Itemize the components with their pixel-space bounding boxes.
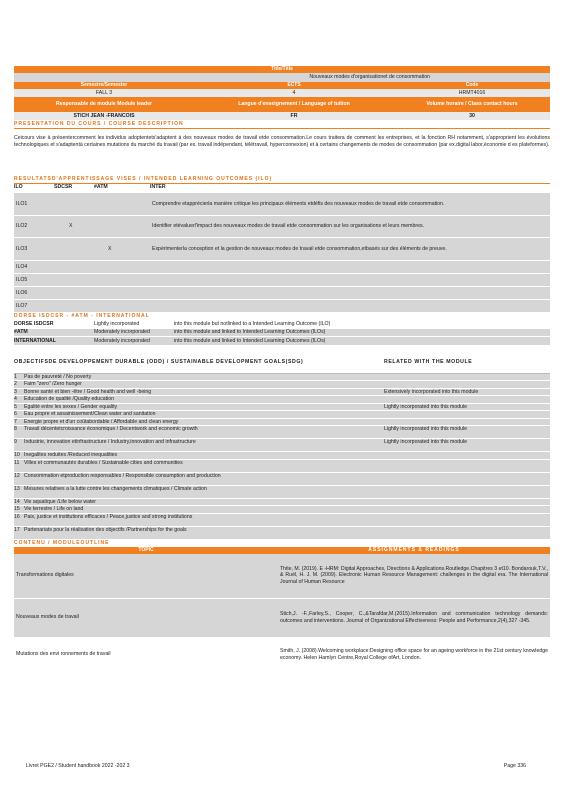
dorse-level: Moderately incorporated <box>94 337 150 344</box>
presentation-heading: PRESENTATION DU COURS / COURSE DESCRIPTION <box>14 120 550 129</box>
sdg-number: 10 <box>14 452 20 458</box>
sdg-relation <box>384 396 550 403</box>
sdg-number: 14 <box>14 498 20 505</box>
table-row <box>14 460 550 473</box>
contents-header-row <box>14 547 550 554</box>
semester-value-row <box>14 89 550 97</box>
ilo-id: ILO5 <box>16 276 28 283</box>
volume-col-label: Volume horaire / Class contact hours <box>426 101 518 108</box>
sdg-relation <box>384 499 550 506</box>
volume-value: 30 <box>469 112 475 119</box>
dorse-text: into this module and linked to Intended Learning Outcomes (ILOs) <box>174 329 326 335</box>
topic-cell: Transformations digitales <box>16 572 74 579</box>
table-row <box>14 329 550 338</box>
sdg-relation <box>384 506 550 513</box>
responsible-col-label: Responsable de module Module leader <box>56 101 152 108</box>
sdg-goal: Travail décentetcroissance économique / Decentwork and economic growth <box>24 426 198 432</box>
sdg-number: 12 <box>14 472 20 479</box>
table-row <box>14 238 550 261</box>
dorse-text: into this module and linked to Intended Learning Outcomes (ILOs) <box>174 337 326 344</box>
contents-heading: CONTENU / MODULEOUTLINE <box>14 539 110 546</box>
sdg-relation <box>384 486 550 498</box>
sdg-heading-left: OBJECTIFSDE DEVELOPPEMENT DURABLE (ODD) / SUSTAINABLE DEVELOPMENT GOALS(SDG) <box>14 358 304 365</box>
table-row <box>14 374 550 382</box>
table-row <box>14 473 550 486</box>
sdg-relation <box>384 374 550 381</box>
responsible-value-row <box>14 112 550 120</box>
table-row <box>14 274 550 287</box>
contents-table <box>14 554 550 672</box>
ilo-id: ILO2 <box>16 223 28 230</box>
table-row <box>14 411 550 419</box>
sdg-heading-right: RELATED WITH THE MODULE <box>384 358 473 365</box>
table-row <box>14 599 550 638</box>
presentation-text: Ceicours vise à présentercomment les individus adoptentets'adaptent à des nouveaux modes de travail etde consommation.Le cours traitera de comment les entreprises, et la fonction RH notamment, s'approprient les évolutions technologiques et s'adaptentà certaines mutations du marché du travail (par ex. travail indépendant, télétravail, hyperconnexion) et à certains changements de modes de consommation (par ex.digital labor,économie d es plateformes). <box>14 135 550 148</box>
ects-value: 4 <box>292 89 296 96</box>
sdg-number: 15 <box>14 506 20 512</box>
sdg-goal: Industrie, innovation etinfrastructure / Industry,innovation and infrastructure <box>24 439 196 445</box>
ilo-text: Comprendre etapprécierla manière critique les principaux éléments etdéfis des nouveaux modes de travail etde consommation. <box>152 200 445 207</box>
ilo-text: Identifier etévaluerl'impact des nouveaux modes de travail etde consommation sur les organisations et leurs membres. <box>152 223 425 230</box>
dorse-level: Lightly incorporated <box>94 320 140 327</box>
sdg-goal: Eau propre et assainissement/Clean water and sanitation <box>24 411 156 417</box>
sdg-table <box>14 374 550 540</box>
table-row <box>14 638 550 672</box>
topic-cell: Mutations des envi ronnements de travail <box>16 651 111 658</box>
ilo-id: ILO7 <box>16 302 28 309</box>
ilo-sdcsr: X <box>69 223 73 230</box>
ilo-id: ILO1 <box>16 200 28 207</box>
ilo-col-hatm: #ATM <box>94 184 108 190</box>
semester-col-label: Semestre/Semester <box>80 82 128 88</box>
table-row <box>14 381 550 389</box>
sdg-relation: Lightly incorporated into this module <box>384 439 468 445</box>
sdg-goal: Vie terrestre / Life on land <box>24 506 84 512</box>
table-row <box>14 514 550 527</box>
ects-col-label: ECTS <box>287 82 301 88</box>
sdg-number: 9 <box>14 439 17 445</box>
code-value: HRMT4016 <box>458 89 486 96</box>
footer-left: Livret PGE2 / Student handbook 2022 -202 3 <box>26 763 130 769</box>
table-row <box>14 419 550 427</box>
topic-cell: Nouveaux modes de travail <box>16 614 79 621</box>
page-number: Page 336 <box>503 763 526 769</box>
table-row <box>14 404 550 412</box>
sdg-number: 7 <box>14 418 17 425</box>
sdg-goal: Inegalites reduites /Reduced inequalities <box>24 452 118 458</box>
semester-header-row <box>14 82 550 89</box>
table-row <box>14 287 550 300</box>
sdg-number: 13 <box>14 485 20 492</box>
sdg-relation: Extensively incorporated into this module <box>384 388 479 395</box>
sdg-number: 2 <box>14 381 17 387</box>
table-row <box>14 452 550 460</box>
ilo-col-inter: INTER <box>150 184 166 190</box>
sdg-relation <box>384 411 550 418</box>
reading-cell: Stich,J. -F.,Farley,S., Cooper, C.,&Tarafdar,M.(2015).Information and communication technology demands: outcomes and interventions. Journal of Organizational Effectiveness: People and Performance,2(4),327 -345. <box>280 611 548 624</box>
contents-col-topic: TOPIC <box>138 546 154 553</box>
sdg-goal: Consommation etproduction responsables / Responsible consumption and production <box>24 472 221 479</box>
dorse-label: INTERNATIONAL <box>14 337 56 344</box>
title-value: Nouveaux modes d'organisationet de consommation <box>14 73 550 82</box>
sdg-goal: Villes et communautés durables / Sustainable cities and communities <box>24 459 183 466</box>
sdg-number: 17 <box>14 526 20 533</box>
dorse-label: #ATM <box>14 329 28 335</box>
table-row <box>14 506 550 514</box>
sdg-goal: Mesures relatives a la lutte contre les changements climatiques / Climate action <box>24 485 207 492</box>
sdg-header <box>14 352 550 374</box>
table-row <box>14 337 550 345</box>
dorse-text: into this module but notlinked to a Intended Learning Outcome (ILO) <box>174 320 331 327</box>
sdg-relation <box>384 473 550 485</box>
sdg-goal: Egalité entre les sexes / Gender equality <box>24 403 118 410</box>
table-row <box>14 439 550 452</box>
ilo-col-ilo: ILO <box>14 184 23 190</box>
ilo-heading: RESULTATSD'APPRENTISSAGE VISES / INTENDED LEARNING OUTCOMES (ILO) <box>14 175 550 184</box>
sdg-goal: Education de qualité /Quality education <box>24 396 114 402</box>
sdg-goal: Paix, justice et institutions efficaces / Peace,justice and strong institutions <box>24 513 193 520</box>
dorse-label: DORSE ISDCSR <box>14 320 54 327</box>
sdg-relation: Lightly incorporated into this module <box>384 403 468 410</box>
sdg-relation: Lightly incorporated into this module <box>384 426 468 432</box>
sdg-number: 8 <box>14 426 17 432</box>
sdg-relation <box>384 527 550 539</box>
dorse-heading: DORSE ISDCSR - #ATM - INTERNATIONAL <box>14 313 150 319</box>
contents-col-assign: ASSIGNMENTS & READINGS <box>368 546 460 553</box>
table-row <box>14 426 550 439</box>
sdg-goal: Bonne santé et bien -être / Good health and well -being <box>24 388 152 395</box>
sdg-number: 3 <box>14 388 17 395</box>
table-row <box>14 396 550 404</box>
ilo-id: ILO6 <box>16 289 28 296</box>
table-row <box>14 554 550 599</box>
responsible-value: STICH JEAN -FRANCOIS <box>73 112 135 119</box>
ilo-col-sdcsr: SDCSR <box>54 184 73 190</box>
table-row <box>14 261 550 274</box>
table-row <box>14 499 550 507</box>
responsible-header-row <box>14 97 550 112</box>
language-col-label: Langue d'enseignement / Language of tuition <box>238 101 350 108</box>
table-row <box>14 486 550 499</box>
reading-cell: Thite, M. (2019). E -HRM: Digital Approaches, Directions & Applications.Routledge.Chapitres 3 et10. Bondarouk,T.V., & Ruël, H. J. M. (2009). Electronic Human Resource Management: challenges in the digital era. The International Journal of Human Resource <box>280 565 548 585</box>
sdg-goal: Faim "zero" /Zero hunger <box>24 381 82 387</box>
table-row <box>14 389 550 397</box>
table-row <box>14 216 550 238</box>
ilo-text: Expérimenterla conception et la gestion de nouveaux modes de travail etde consommation,etbasés sur des éléments de preuve. <box>152 245 447 252</box>
course-sheet <box>14 66 550 672</box>
sdg-number: 4 <box>14 396 17 402</box>
sdg-relation <box>384 419 550 426</box>
table-row <box>14 320 550 329</box>
sdg-number: 16 <box>14 513 20 520</box>
sdg-number: 11 <box>14 459 20 466</box>
sdg-goal: Energie propre et d'un coûtabordable / Affordable and clean energy <box>24 418 179 425</box>
sdg-goal: Partenariats pour la réalisation des objectifs /Partnerships for the goals <box>24 526 187 533</box>
code-col-label: Code <box>465 82 479 88</box>
reading-cell: Smith, J. (2008).Welcoming workplace:Designing office space for an ageing workforce in the 21st century knowledge economy. Helen Hamlyn Centre,Royal College ofArt, London. <box>280 648 548 661</box>
sdg-number: 1 <box>14 373 17 380</box>
ilo-id: ILO3 <box>16 245 28 252</box>
ilo-table <box>14 193 550 313</box>
sdg-relation <box>384 514 550 526</box>
table-row <box>14 527 550 540</box>
sdg-relation <box>384 381 550 388</box>
ilo-hatm: X <box>108 245 112 252</box>
table-row <box>14 193 550 216</box>
sdg-relation <box>384 460 550 472</box>
semester-value: FALL 3 <box>95 89 113 96</box>
title-label: Title/Title <box>271 66 293 72</box>
dorse-level: Moderately incorporated <box>94 329 150 335</box>
page-footer <box>26 763 526 769</box>
dorse-table <box>14 320 550 345</box>
sdg-goal: Pas de pauvreté / No poverty <box>24 373 92 380</box>
table-row <box>14 300 550 313</box>
language-value: FR <box>290 112 298 119</box>
sdg-goal: Vie aquatique /Life below water <box>24 498 97 505</box>
ilo-header-row <box>14 184 550 193</box>
sdg-number: 5 <box>14 403 17 410</box>
ilo-id: ILO4 <box>16 263 28 270</box>
sdg-relation <box>384 452 550 459</box>
title-label-bar <box>14 66 550 73</box>
sdg-number: 6 <box>14 411 17 417</box>
